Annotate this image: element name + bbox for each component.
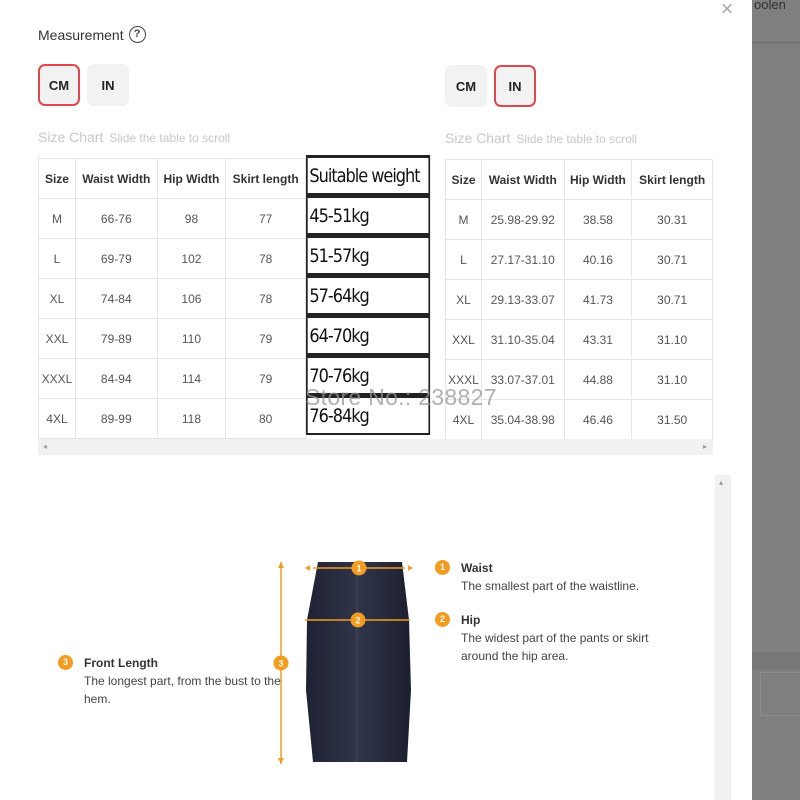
scroll-left-arrow-icon[interactable]: ◂ [43, 442, 48, 451]
cell-skirt-length: 30.71 [632, 280, 713, 320]
legend-badge-3-icon: 3 [58, 655, 73, 670]
header-waist-width: Waist Width [75, 159, 157, 199]
cell-skirt-length: 31.10 [632, 320, 713, 360]
badge-1-icon [352, 561, 367, 576]
weight-header: Suitable weight [306, 155, 430, 195]
help-icon[interactable]: ? [129, 26, 146, 43]
weight-cell: 57-64kg [306, 275, 430, 315]
legend-badge-1-icon: 1 [435, 560, 450, 575]
cell-waist-width: 79-89 [75, 319, 157, 359]
weight-cell: 51-57kg [306, 235, 430, 275]
legend-title: Hip [461, 613, 481, 627]
cell-skirt-length: 79 [226, 359, 306, 399]
cell-hip-width: 40.16 [564, 240, 632, 280]
cell-hip-width: 118 [157, 399, 226, 439]
cell-hip-width: 41.73 [564, 280, 632, 320]
cell-size: M [39, 199, 76, 239]
caption-title: Size Chart [38, 129, 104, 145]
cell-hip-width: 106 [157, 279, 226, 319]
unit-cm-button-left[interactable]: CM [38, 64, 80, 106]
caption-hint: Slide the table to scroll [109, 131, 231, 145]
cell-skirt-length: 80 [226, 399, 306, 439]
cell-skirt-length: 31.10 [632, 360, 713, 400]
legend-hip [439, 611, 661, 665]
cell-hip-width: 43.31 [564, 320, 632, 360]
cell-size: 4XL [446, 400, 482, 440]
legend-desc: The longest part, from the bust to the hem. [84, 674, 281, 706]
cell-size: L [39, 239, 76, 279]
header-waist-width: Waist Width [481, 160, 564, 200]
cell-hip-width: 38.58 [564, 200, 632, 240]
cell-size: XXXL [446, 360, 482, 400]
cell-waist-width: 29.13-33.07 [481, 280, 564, 320]
cell-size: M [446, 200, 482, 240]
cell-waist-width: 35.04-38.98 [481, 400, 564, 440]
cell-waist-width: 31.10-35.04 [481, 320, 564, 360]
legend-title: Waist [461, 561, 493, 575]
weight-cell: 64-70kg [306, 315, 430, 355]
background-text: oolen [754, 0, 786, 12]
unit-in-button-left[interactable]: IN [87, 64, 129, 106]
cell-waist-width: 33.07-37.01 [481, 360, 564, 400]
legend-badge-2-icon: 2 [435, 612, 450, 627]
cell-size: 4XL [39, 399, 76, 439]
legend-front-length [62, 654, 284, 708]
cell-hip-width: 98 [157, 199, 226, 239]
cell-hip-width: 102 [157, 239, 226, 279]
cell-skirt-length: 77 [226, 199, 306, 239]
cell-waist-width: 25.98-29.92 [481, 200, 564, 240]
weight-cell: 45-51kg [306, 195, 430, 235]
cell-size: XL [446, 280, 482, 320]
cell-skirt-length: 30.31 [632, 200, 713, 240]
caption-hint: Slide the table to scroll [516, 132, 638, 146]
cell-size: XXL [446, 320, 482, 360]
header-skirt-length: Skirt length [226, 159, 306, 199]
cell-skirt-length: 79 [226, 319, 306, 359]
background-box [760, 672, 800, 716]
store-watermark: Store No.: 238827 [305, 384, 497, 410]
legend-title: Front Length [84, 656, 158, 670]
caption-title: Size Chart [445, 130, 511, 146]
legend-waist [439, 559, 691, 595]
dimmed-background [752, 0, 800, 800]
skirt-illustration [306, 562, 411, 762]
cell-hip-width: 46.46 [564, 400, 632, 440]
cell-waist-width: 89-99 [75, 399, 157, 439]
svg-text:2: 2 [355, 615, 361, 626]
header-hip-width: Hip Width [157, 159, 226, 199]
svg-text:1: 1 [356, 563, 362, 574]
header-skirt-length: Skirt length [632, 160, 713, 200]
svg-text:3: 3 [278, 658, 284, 669]
header-size: Size [446, 160, 482, 200]
header-size: Size [39, 159, 76, 199]
cell-skirt-length: 31.50 [632, 400, 713, 440]
badge-2-icon [351, 613, 366, 628]
header-hip-width: Hip Width [564, 160, 632, 200]
legend-desc: The smallest part of the waistline. [461, 579, 640, 593]
cell-waist-width: 69-79 [75, 239, 157, 279]
scroll-up-arrow-icon[interactable]: ▴ [719, 478, 724, 487]
weight-cell: 70-76kg [306, 355, 430, 395]
cell-size: L [446, 240, 482, 280]
cell-hip-width: 110 [157, 319, 226, 359]
close-icon[interactable]: × [720, 0, 734, 21]
cell-skirt-length: 78 [226, 239, 306, 279]
background-divider [752, 42, 800, 43]
scroll-right-arrow-icon[interactable]: ▸ [703, 442, 708, 451]
unit-in-button-right[interactable]: IN [494, 65, 536, 107]
cell-waist-width: 66-76 [75, 199, 157, 239]
cell-hip-width: 44.88 [564, 360, 632, 400]
cell-waist-width: 74-84 [75, 279, 157, 319]
cell-waist-width: 27.17-31.10 [481, 240, 564, 280]
cell-skirt-length: 78 [226, 279, 306, 319]
legend-desc: The widest part of the pants or skirt around the hip area. [461, 631, 649, 663]
cell-size: XXL [39, 319, 76, 359]
cell-skirt-length: 30.71 [632, 240, 713, 280]
cell-size: XL [39, 279, 76, 319]
cell-hip-width: 114 [157, 359, 226, 399]
cell-waist-width: 84-94 [75, 359, 157, 399]
cell-size: XXXL [39, 359, 76, 399]
unit-cm-button-right[interactable]: CM [445, 65, 487, 107]
weight-cell: 76-84kg [306, 395, 430, 435]
background-band [752, 652, 800, 670]
modal-title-text: Measurement [38, 26, 124, 43]
